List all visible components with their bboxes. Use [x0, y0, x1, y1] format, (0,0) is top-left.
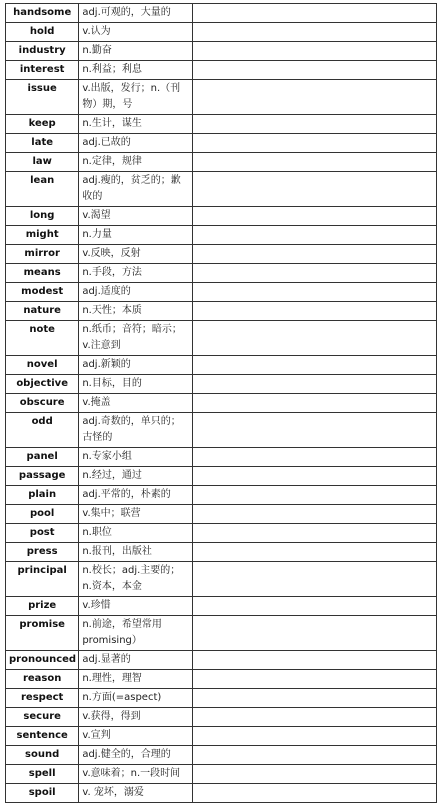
empty-cell: [192, 524, 436, 543]
table-row: [6, 115, 437, 134]
word-cell: panel: [6, 448, 79, 467]
word-cell: means: [6, 264, 79, 283]
word-cell: principal: [6, 562, 79, 597]
table-row: [6, 784, 437, 803]
empty-cell: [192, 61, 436, 80]
word-cell: sentence: [6, 727, 79, 746]
word-cell: interest: [6, 61, 79, 80]
empty-cell: [192, 172, 436, 207]
definition-cell: n.天性；本质: [79, 302, 193, 321]
definition-cell: v.获得，得到: [79, 708, 193, 727]
empty-cell: [192, 283, 436, 302]
word-cell: reason: [6, 670, 79, 689]
definition-cell: v.珍惜: [79, 597, 193, 616]
word-cell: prize: [6, 597, 79, 616]
definition-cell: n.目标，目的: [79, 375, 193, 394]
definition-cell: v.宣判: [79, 727, 193, 746]
table-row: [6, 597, 437, 616]
empty-cell: [192, 245, 436, 264]
table-row: [6, 448, 437, 467]
empty-cell: [192, 207, 436, 226]
empty-cell: [192, 467, 436, 486]
word-cell: might: [6, 226, 79, 245]
word-cell: mirror: [6, 245, 79, 264]
word-cell: plain: [6, 486, 79, 505]
table-row: [6, 356, 437, 375]
definition-cell: n.力量: [79, 226, 193, 245]
definition-cell: n.前途，希望常用promising）: [79, 616, 193, 651]
table-row: [6, 651, 437, 670]
word-cell: passage: [6, 467, 79, 486]
word-cell: handsome: [6, 4, 79, 23]
definition-cell: adj.显著的: [79, 651, 193, 670]
word-cell: modest: [6, 283, 79, 302]
empty-cell: [192, 708, 436, 727]
table-row: [6, 670, 437, 689]
word-cell: novel: [6, 356, 79, 375]
table-row: [6, 689, 437, 708]
definition-cell: n.理性，理智: [79, 670, 193, 689]
word-cell: lean: [6, 172, 79, 207]
empty-cell: [192, 42, 436, 61]
empty-cell: [192, 597, 436, 616]
table-row: [6, 153, 437, 172]
word-cell: post: [6, 524, 79, 543]
definition-cell: n.报刊，出版社: [79, 543, 193, 562]
definition-cell: n.校长；adj.主要的；n.资本，本金: [79, 562, 193, 597]
empty-cell: [192, 651, 436, 670]
table-row: [6, 42, 437, 61]
word-cell: long: [6, 207, 79, 226]
table-row: [6, 708, 437, 727]
word-cell: note: [6, 321, 79, 356]
table-row: [6, 543, 437, 562]
definition-cell: adj.平常的，朴素的: [79, 486, 193, 505]
empty-cell: [192, 153, 436, 172]
word-cell: spoil: [6, 784, 79, 803]
table-row: [6, 413, 437, 448]
empty-cell: [192, 746, 436, 765]
definition-cell: n.定律，规律: [79, 153, 193, 172]
vocabulary-table: [5, 3, 437, 803]
definition-cell: v.意味着；n.一段时间: [79, 765, 193, 784]
definition-cell: v.认为: [79, 23, 193, 42]
table-row: [6, 245, 437, 264]
empty-cell: [192, 80, 436, 115]
empty-cell: [192, 321, 436, 356]
empty-cell: [192, 264, 436, 283]
empty-cell: [192, 394, 436, 413]
empty-cell: [192, 505, 436, 524]
word-cell: odd: [6, 413, 79, 448]
table-row: [6, 524, 437, 543]
word-cell: press: [6, 543, 79, 562]
definition-cell: adj.瘦的，贫乏的；歉收的: [79, 172, 193, 207]
table-row: [6, 616, 437, 651]
empty-cell: [192, 765, 436, 784]
definition-cell: v.渴望: [79, 207, 193, 226]
table-row: [6, 80, 437, 115]
empty-cell: [192, 23, 436, 42]
word-cell: spell: [6, 765, 79, 784]
definition-cell: n.手段，方法: [79, 264, 193, 283]
empty-cell: [192, 134, 436, 153]
word-cell: obscure: [6, 394, 79, 413]
table-row: [6, 467, 437, 486]
empty-cell: [192, 562, 436, 597]
definition-cell: n.利益；利息: [79, 61, 193, 80]
empty-cell: [192, 226, 436, 245]
table-row: [6, 172, 437, 207]
empty-cell: [192, 670, 436, 689]
table-row: [6, 207, 437, 226]
empty-cell: [192, 4, 436, 23]
empty-cell: [192, 784, 436, 803]
definition-cell: v.出版，发行；n.（刊物）期，号: [79, 80, 193, 115]
word-cell: keep: [6, 115, 79, 134]
empty-cell: [192, 356, 436, 375]
word-cell: law: [6, 153, 79, 172]
empty-cell: [192, 543, 436, 562]
vocabulary-table-body: [6, 4, 437, 803]
empty-cell: [192, 689, 436, 708]
empty-cell: [192, 413, 436, 448]
definition-cell: n.生计，谋生: [79, 115, 193, 134]
word-cell: hold: [6, 23, 79, 42]
empty-cell: [192, 375, 436, 394]
table-row: [6, 23, 437, 42]
definition-cell: n.职位: [79, 524, 193, 543]
definition-cell: v.反映，反射: [79, 245, 193, 264]
table-row: [6, 562, 437, 597]
definition-cell: v.掩盖: [79, 394, 193, 413]
table-row: [6, 394, 437, 413]
definition-cell: n.专家小组: [79, 448, 193, 467]
definition-cell: adj.新颖的: [79, 356, 193, 375]
definition-cell: v.集中；联营: [79, 505, 193, 524]
empty-cell: [192, 115, 436, 134]
table-row: [6, 727, 437, 746]
word-cell: industry: [6, 42, 79, 61]
word-cell: nature: [6, 302, 79, 321]
table-row: [6, 321, 437, 356]
word-cell: sound: [6, 746, 79, 765]
table-row: [6, 486, 437, 505]
table-row: [6, 302, 437, 321]
empty-cell: [192, 727, 436, 746]
empty-cell: [192, 486, 436, 505]
table-row: [6, 505, 437, 524]
table-row: [6, 134, 437, 153]
table-row: [6, 283, 437, 302]
word-cell: late: [6, 134, 79, 153]
empty-cell: [192, 448, 436, 467]
table-row: [6, 765, 437, 784]
definition-cell: n.方面(=aspect): [79, 689, 193, 708]
word-cell: pool: [6, 505, 79, 524]
empty-cell: [192, 616, 436, 651]
word-cell: respect: [6, 689, 79, 708]
word-cell: pronounced: [6, 651, 79, 670]
table-row: [6, 226, 437, 245]
table-row: [6, 746, 437, 765]
definition-cell: n.纸币；音符；暗示；v.注意到: [79, 321, 193, 356]
definition-cell: adj.健全的，合理的: [79, 746, 193, 765]
definition-cell: adj.适度的: [79, 283, 193, 302]
table-row: [6, 61, 437, 80]
definition-cell: adj.奇数的，单只的；古怪的: [79, 413, 193, 448]
table-row: [6, 375, 437, 394]
word-cell: issue: [6, 80, 79, 115]
definition-cell: adj.可观的，大量的: [79, 4, 193, 23]
definition-cell: n.经过，通过: [79, 467, 193, 486]
word-cell: secure: [6, 708, 79, 727]
definition-cell: n.勤奋: [79, 42, 193, 61]
empty-cell: [192, 302, 436, 321]
table-row: [6, 264, 437, 283]
definition-cell: v. 宠坏，溺爱: [79, 784, 193, 803]
word-cell: promise: [6, 616, 79, 651]
table-row: [6, 4, 437, 23]
word-cell: objective: [6, 375, 79, 394]
definition-cell: adj.已故的: [79, 134, 193, 153]
